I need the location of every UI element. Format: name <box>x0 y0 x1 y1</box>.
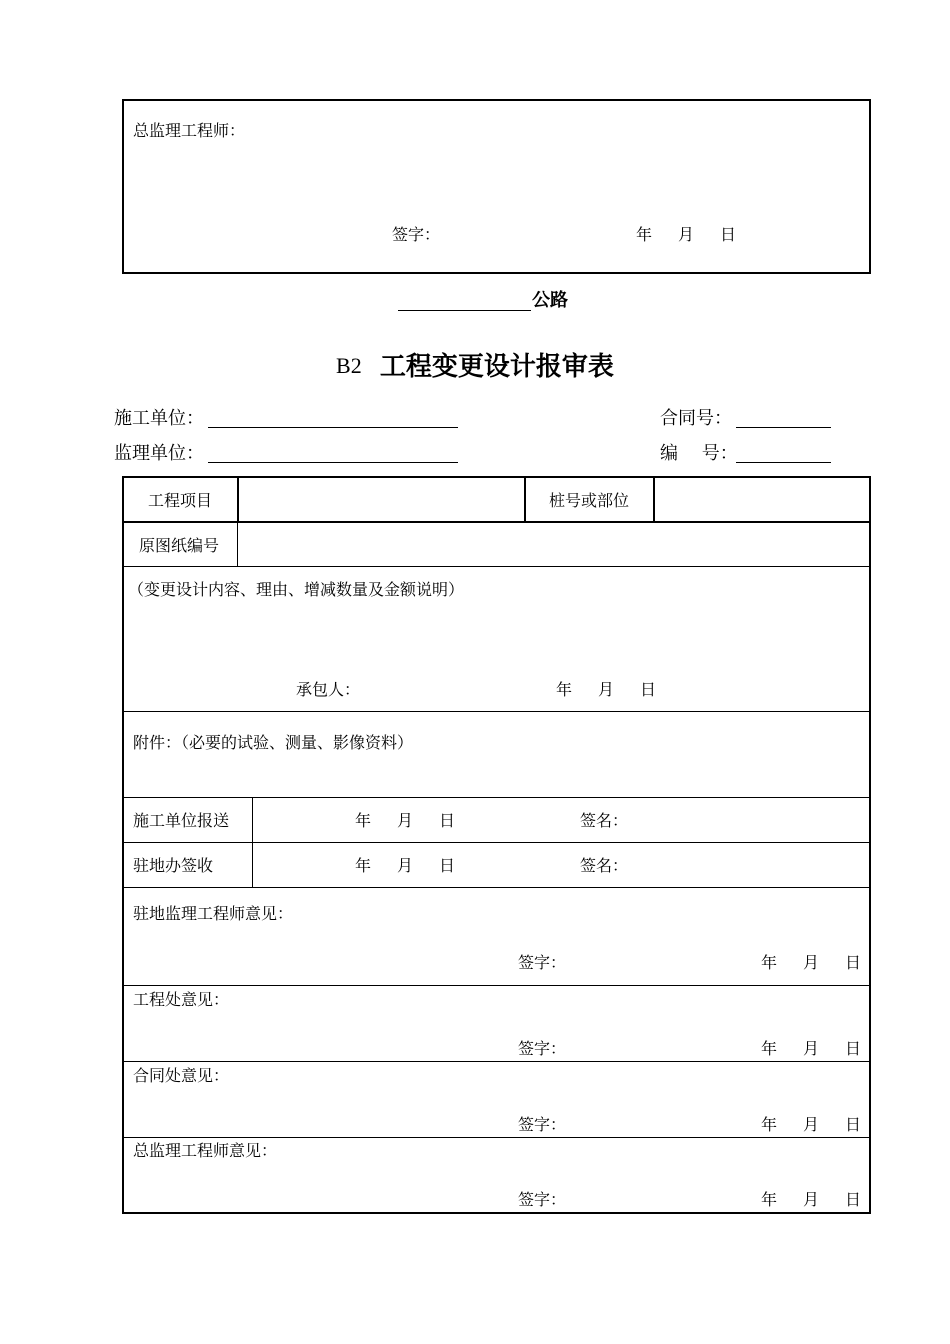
sign-label: 签字： <box>518 1039 567 1058</box>
year-label: 年 <box>636 225 653 244</box>
page-title <box>0 346 950 383</box>
year-label: 年 <box>761 1039 778 1058</box>
station-label: 桩号或部位 <box>549 491 630 510</box>
contract-no-label: 合同号： <box>660 408 732 429</box>
row-divider <box>123 1061 870 1062</box>
row-divider <box>123 566 870 567</box>
attachment-label: 附件：（必要的试验、测量、影像资料） <box>133 733 414 752</box>
title-code: B2 <box>336 353 362 378</box>
year-label: 年 <box>761 1190 778 1209</box>
row-divider <box>123 887 870 888</box>
year-label: 年 <box>556 680 573 699</box>
row-divider <box>123 797 870 798</box>
year-label: 年 <box>355 811 372 830</box>
title-name: 工程变更设计报审表 <box>379 352 614 382</box>
day-label: 日 <box>845 953 862 972</box>
month-label: 月 <box>397 856 414 875</box>
day-label: 日 <box>845 1039 862 1058</box>
day-label: 日 <box>845 1190 862 1209</box>
month-label: 月 <box>803 1039 820 1058</box>
submit-label: 施工单位报送 <box>133 811 230 830</box>
col-divider <box>237 522 238 566</box>
sign-name-label: 签名： <box>580 856 629 875</box>
chief-opinion-label: 总监理工程师意见： <box>133 1141 278 1160</box>
sign-label: 签字： <box>518 953 567 972</box>
sign-label: 签字： <box>518 1115 567 1134</box>
project-label: 工程项目 <box>148 491 213 510</box>
month-label: 月 <box>803 1190 820 1209</box>
contract-opinion-label: 合同处意见： <box>133 1066 230 1085</box>
col-divider <box>524 477 526 522</box>
day-label: 日 <box>720 225 737 244</box>
month-label: 月 <box>598 680 615 699</box>
serial-no-blank <box>736 462 831 463</box>
road-name-blank <box>398 310 531 311</box>
month-label: 月 <box>803 953 820 972</box>
year-label: 年 <box>761 953 778 972</box>
day-label: 日 <box>439 811 456 830</box>
supervisor-unit-label: 监理单位： <box>114 443 204 464</box>
sign-label: 签字： <box>518 1190 567 1209</box>
row-divider <box>123 985 870 986</box>
chief-engineer-label: 总监理工程师： <box>133 121 246 140</box>
month-label: 月 <box>678 225 695 244</box>
row-divider <box>123 521 870 523</box>
month-label: 月 <box>397 811 414 830</box>
row-divider <box>123 1137 870 1138</box>
sign-name-label: 签名： <box>580 811 629 830</box>
contractor-unit-blank <box>208 427 458 428</box>
day-label: 日 <box>845 1115 862 1134</box>
row-divider <box>123 711 870 712</box>
contractor-unit-label: 施工单位： <box>114 408 204 429</box>
day-label: 日 <box>640 680 657 699</box>
contractor-person-label: 承包人： <box>296 680 361 699</box>
col-divider <box>653 477 655 522</box>
drawing-label: 原图纸编号 <box>139 536 220 555</box>
road-suffix: 公路 <box>532 290 568 311</box>
serial-no-label: 编 号： <box>660 443 738 464</box>
supervisor-unit-blank <box>208 462 458 463</box>
year-label: 年 <box>761 1115 778 1134</box>
change-description: （变更设计内容、理由、增减数量及金额说明） <box>128 580 465 599</box>
row-divider <box>123 842 870 843</box>
col-divider <box>237 477 239 522</box>
contract-no-blank <box>736 427 831 428</box>
resident-opinion-label: 驻地监理工程师意见： <box>133 904 294 923</box>
year-label: 年 <box>355 856 372 875</box>
day-label: 日 <box>439 856 456 875</box>
engineering-opinion-label: 工程处意见： <box>133 990 230 1009</box>
sign-label: 签字： <box>392 225 441 244</box>
month-label: 月 <box>803 1115 820 1134</box>
receive-label: 驻地办签收 <box>133 856 214 875</box>
